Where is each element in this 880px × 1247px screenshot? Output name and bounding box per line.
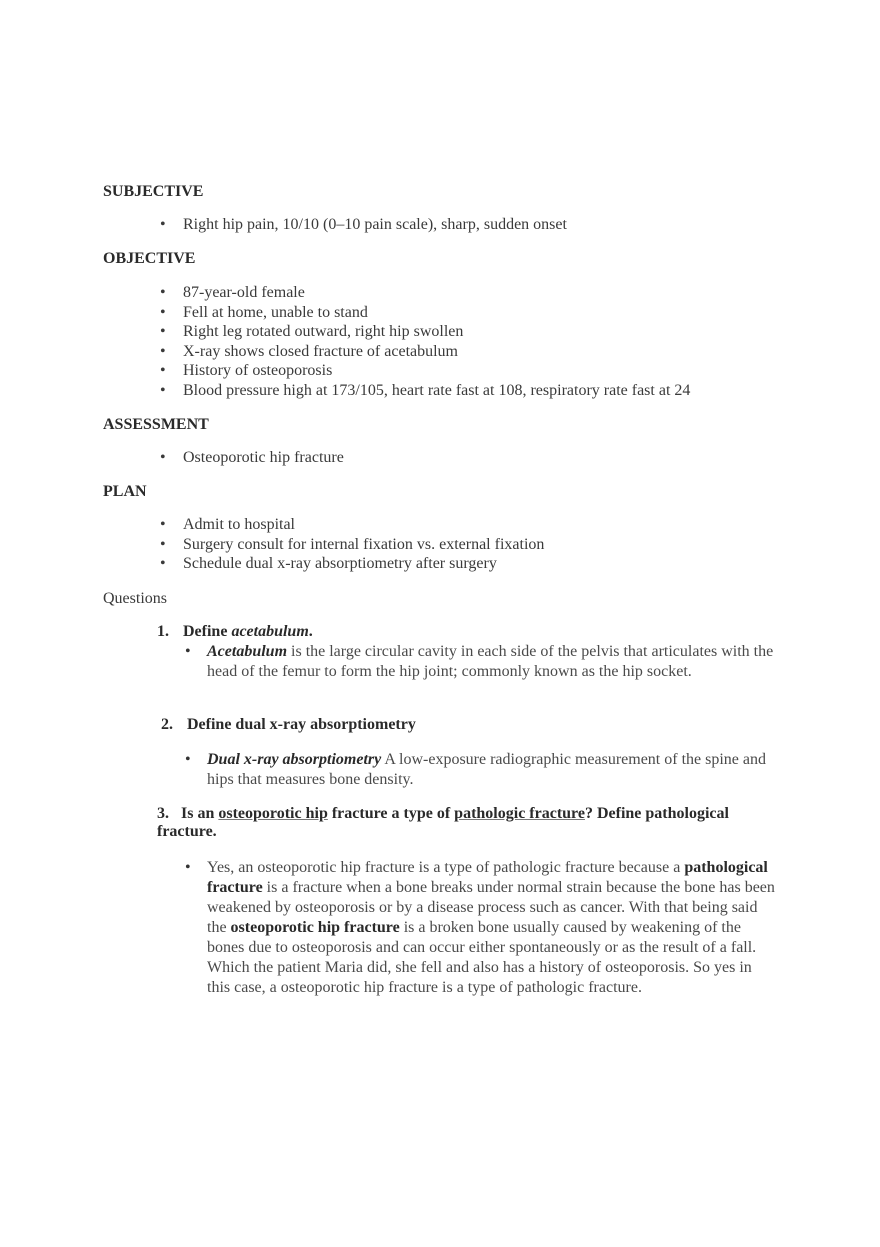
question-number: 3. (157, 805, 169, 822)
list-item: • Right leg rotated outward, right hip swollen (160, 322, 690, 342)
list-item: • History of osteoporosis (160, 361, 690, 381)
question-text: ? Define pathological fracture. (157, 805, 729, 840)
question-number: 1. (157, 623, 169, 640)
list-item: • Fell at home, unable to stand (160, 303, 690, 323)
question-prefix: Define (183, 623, 232, 640)
list-item: • Admit to hospital (160, 515, 544, 535)
bullet-icon: • (185, 859, 191, 876)
subjective-heading: SUBJECTIVE (103, 183, 204, 200)
question-term: acetabulum (231, 623, 309, 640)
question-3 (157, 805, 787, 841)
question-number: 2. (161, 716, 173, 733)
question-term: pathologic fracture (454, 805, 585, 822)
list-item: • X-ray shows closed fracture of acetabulum (160, 342, 690, 362)
answer-3 (185, 858, 777, 998)
plan-list (160, 515, 544, 574)
answer-text: is the large circular cavity in each side of the pelvis that articulates with the head of the femur to form the hip joint; commonly known as the hip socket. (207, 643, 774, 680)
answer-term: pathological fracture (207, 859, 768, 896)
list-item: • Surgery consult for internal fixation vs. external fixation (160, 535, 544, 555)
answer-term: Dual x-ray absorptiometry (207, 751, 382, 768)
question-1 (157, 622, 313, 642)
question-text (183, 622, 313, 642)
answer-term: osteoporotic hip fracture (230, 919, 400, 936)
list-item: • Blood pressure high at 173/105, heart rate fast at 108, respiratory rate fast at 24 (160, 381, 690, 401)
assessment-list (160, 448, 344, 468)
question-text: Define dual x-ray absorptiometry (187, 716, 416, 733)
subjective-list (160, 215, 567, 235)
questions-heading: Questions (103, 590, 167, 607)
question-2 (161, 715, 416, 735)
answer-text: A low-exposure radiographic measurement of the spine and hips that measures bone density. (207, 751, 766, 788)
answer-term: Acetabulum (207, 643, 288, 660)
answer-text: is a broken bone usually caused by weakening of the bones due to osteoporosis and can occur either spontaneously or as the result of a fall. Which the patient Maria did, she fell and also has a history of osteoporosis. So yes in this case, a osteoporotic hip fracture is a type of pathologic fracture. (207, 919, 757, 996)
objective-heading: OBJECTIVE (103, 250, 196, 267)
answer-1 (185, 642, 782, 682)
list-item: • 87-year-old female (160, 283, 690, 303)
question-suffix: . (308, 623, 313, 640)
plan-heading: PLAN (103, 483, 147, 500)
bullet-icon: • (185, 643, 191, 660)
list-item: • Osteoporotic hip fracture (160, 448, 344, 468)
objective-list (160, 283, 690, 401)
answer-text: is a fracture when a bone breaks under normal strain because the bone has been weakened by osteoporosis or by a disease process such as cancer. With that being said the (207, 879, 775, 936)
list-item: • Schedule dual x-ray absorptiometry after surgery (160, 554, 544, 574)
question-text: fracture a type of (327, 805, 455, 822)
question-term: osteoporotic hip (218, 805, 328, 822)
assessment-heading: ASSESSMENT (103, 416, 209, 433)
question-text: Is an (181, 805, 219, 822)
answer-text: Yes, an osteoporotic hip fracture is a type of pathologic fracture because a (207, 859, 685, 876)
answer-2 (185, 750, 782, 790)
list-item: • Right hip pain, 10/10 (0–10 pain scale), sharp, sudden onset (160, 215, 567, 235)
bullet-icon: • (185, 751, 191, 768)
